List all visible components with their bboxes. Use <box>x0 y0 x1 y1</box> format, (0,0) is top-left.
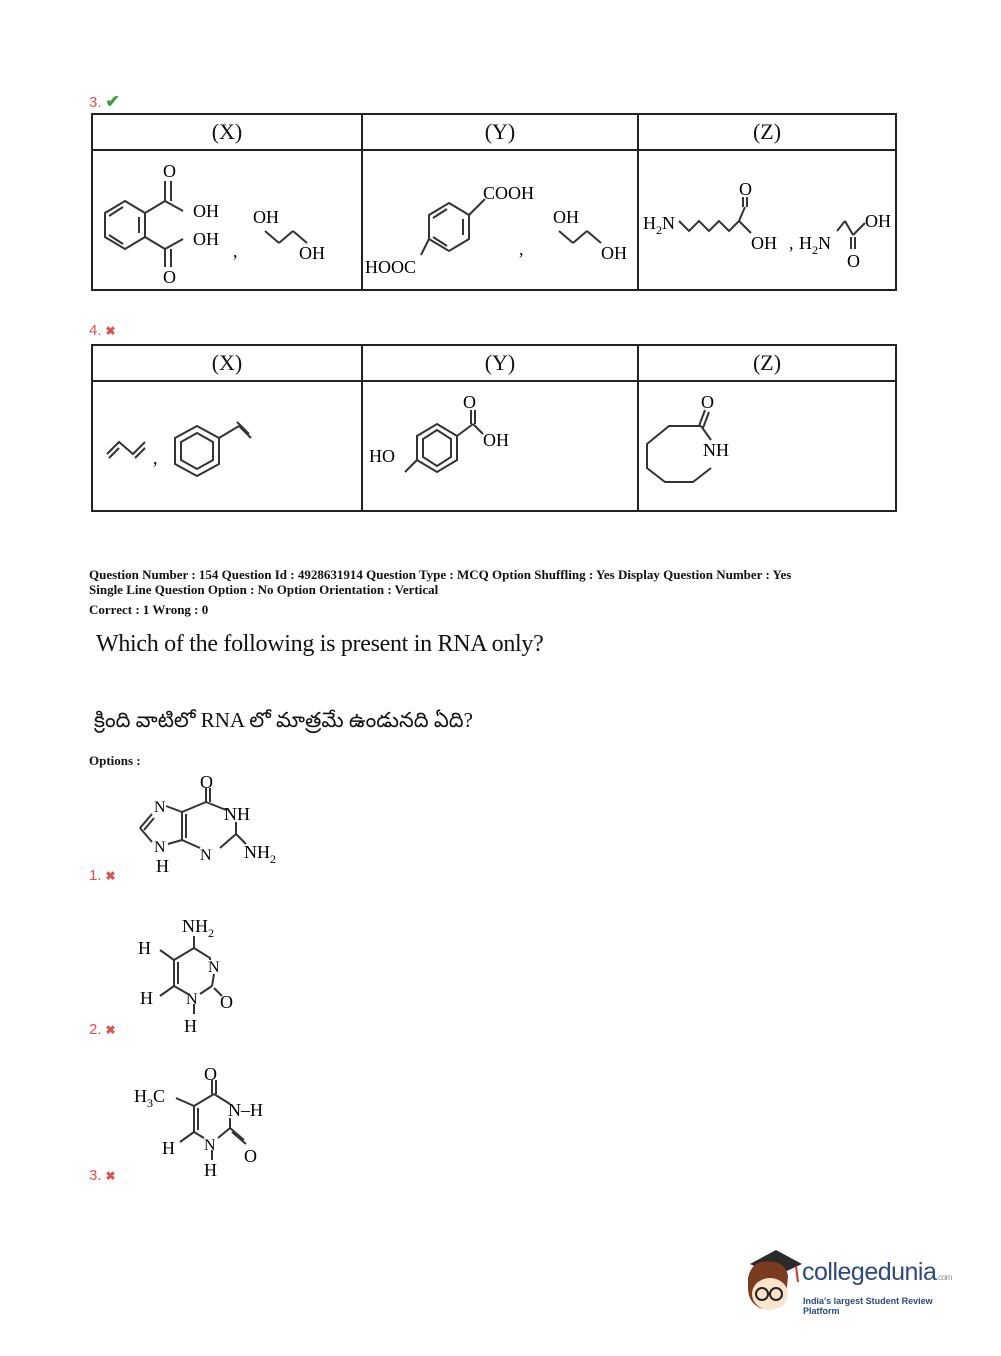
struct-label: O <box>739 179 752 199</box>
struct-label: $H_2N$ <box>643 213 675 237</box>
cell-z-structures <box>638 381 896 511</box>
struct-label: N <box>154 839 166 856</box>
option-number: 4. <box>89 322 102 339</box>
hydroxymethylbenzoic-acid-structure <box>363 382 637 510</box>
options-label: Options : <box>89 753 141 768</box>
struct-label: $H_2N$ <box>799 233 831 257</box>
caprolactam-structure <box>639 382 895 510</box>
option-number: 3. <box>89 94 102 111</box>
struct-label: OH <box>253 207 279 227</box>
struct-label: OH <box>483 430 509 450</box>
cross-icon: ✖ <box>105 1023 116 1037</box>
struct-label: COOH <box>483 183 535 203</box>
cross-icon: ✖ <box>105 869 116 883</box>
thymine-structure <box>130 1062 280 1182</box>
column-z-header: (Z) <box>638 114 896 150</box>
option-number: 1. <box>89 867 102 884</box>
struct-label: N <box>204 1137 216 1154</box>
question-text-telugu: క్రింది వాటిలో RNA లో మాత్రమే ఉండునది ఏది? <box>94 708 473 732</box>
cross-icon: ✖ <box>105 324 116 338</box>
struct-label: $H_3C$ <box>134 1086 166 1110</box>
option-number: 3. <box>89 1167 102 1184</box>
correct-wrong-marks: Correct : 1 Wrong : 0 <box>89 602 209 617</box>
struct-label: O <box>244 1146 257 1166</box>
option-number: 2. <box>89 1021 102 1038</box>
guanine-structure <box>120 772 290 882</box>
question-text-english: Which of the following is present in RNA only? <box>96 631 544 657</box>
struct-label: OH <box>601 243 627 263</box>
struct-label: N <box>154 799 166 816</box>
struct-label: O <box>163 161 176 181</box>
column-x-header: (X) <box>92 114 362 150</box>
struct-label: NH <box>703 440 729 460</box>
struct-label: H <box>184 1016 197 1036</box>
answer-option-3[interactable] <box>89 1167 116 1185</box>
cross-icon: ✖ <box>105 1169 116 1183</box>
cytosine-structure <box>130 908 250 1038</box>
struct-label: NH <box>224 804 250 824</box>
struct-label: , <box>233 241 238 261</box>
phthalic-acid-glycol-structure <box>93 151 361 289</box>
answer-option-2[interactable] <box>89 1021 116 1039</box>
answer-option-1[interactable] <box>89 867 116 885</box>
option-3-label <box>89 92 120 112</box>
cell-y-structures <box>362 150 638 290</box>
collegedunia-logo[interactable] <box>740 1248 970 1318</box>
struct-label: , <box>153 448 158 468</box>
struct-label: O <box>200 772 213 792</box>
struct-label: $NH_2$ <box>244 842 276 866</box>
question-meta-line-2: Single Line Question Option : No Option Orientation : Vertical <box>89 582 439 597</box>
struct-label: OH <box>193 229 219 249</box>
option-3-table <box>91 113 897 291</box>
struct-label: , <box>519 239 524 259</box>
struct-label: H <box>140 988 153 1008</box>
struct-label: $NH_2$ <box>182 916 214 940</box>
struct-label: OH <box>553 207 579 227</box>
struct-label: OH <box>299 243 325 263</box>
column-z-header: (Z) <box>638 345 896 381</box>
question-meta <box>89 567 791 597</box>
cell-z-structures <box>638 150 896 290</box>
struct-label: N <box>208 959 220 976</box>
cell-x-structures <box>92 381 362 511</box>
cell-x-structures <box>92 150 362 290</box>
struct-label: O <box>463 392 476 412</box>
struct-label: OH <box>865 211 891 231</box>
struct-label: H <box>156 856 169 876</box>
column-x-header: (X) <box>92 345 362 381</box>
cell-y-structures <box>362 381 638 511</box>
struct-label: H <box>162 1138 175 1158</box>
struct-label: H <box>138 938 151 958</box>
struct-label: N–H <box>228 1100 263 1120</box>
brand-suffix: .com <box>936 1273 952 1282</box>
struct-label: N <box>200 847 212 864</box>
struct-label: O <box>847 251 860 271</box>
column-y-header: (Y) <box>362 345 638 381</box>
mascot-icon <box>740 1248 802 1314</box>
option-4-table <box>91 344 897 512</box>
struct-label: O <box>204 1064 217 1084</box>
struct-label: O <box>163 267 176 287</box>
brand-name: collegedunia <box>802 1258 937 1286</box>
struct-label: , <box>789 233 794 253</box>
option-4-label <box>89 322 116 340</box>
struct-label: OH <box>193 201 219 221</box>
struct-label: H <box>204 1160 217 1180</box>
butadiene-styrene-structure <box>93 382 361 510</box>
question-meta-line-1: Question Number : 154 Question Id : 4928631914 Question Type : MCQ Option Shuffling : Yes Display Question Number : Yes <box>89 567 792 582</box>
struct-label: N <box>186 991 198 1008</box>
struct-label: OH <box>751 233 777 253</box>
struct-label: O <box>220 992 233 1012</box>
struct-label: HOOC <box>365 257 417 277</box>
aminocaproic-acid-glycine-structure <box>639 151 895 289</box>
checkmark-icon: ✔ <box>105 92 120 111</box>
terephthalic-acid-glycol-structure <box>363 151 637 289</box>
struct-label: HO <box>369 446 395 466</box>
brand-tagline: India's largest Student Review Platform <box>803 1296 933 1316</box>
column-y-header: (Y) <box>362 114 638 150</box>
struct-label: O <box>701 392 714 412</box>
